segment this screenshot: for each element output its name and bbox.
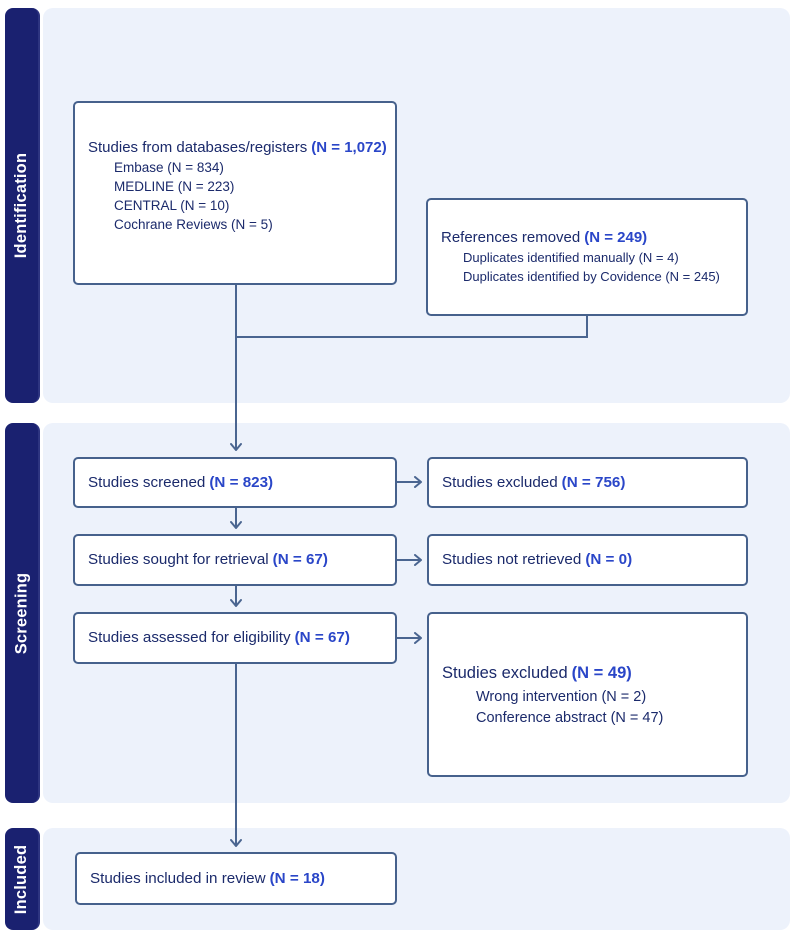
studies-included-title xyxy=(90,869,389,889)
studies-excluded-eligibility-label: Studies excluded xyxy=(442,663,568,682)
studies-from-databases-box xyxy=(73,101,397,285)
included-stage-label: Included xyxy=(12,844,30,914)
duplicates-manual-item: Duplicates identified manually (N = 4) xyxy=(463,250,679,265)
studies-assessed-label: Studies assessed for eligibility xyxy=(88,629,291,646)
studies-sought-count: (N = 67) xyxy=(272,551,328,568)
studies-included-box xyxy=(75,852,397,905)
studies-sought-box xyxy=(73,534,397,586)
studies-excluded-eligibility-box xyxy=(427,612,748,777)
database-item-medline: MEDLINE (N = 223) xyxy=(114,179,235,194)
studies-excluded-eligibility-title xyxy=(442,661,740,685)
screening-stage-label: Screening xyxy=(12,572,31,654)
studies-assessed-count: (N = 67) xyxy=(294,629,350,646)
references-removed-count: (N = 249) xyxy=(584,229,648,246)
studies-sought-title xyxy=(88,550,389,570)
studies-screened-label: Studies screened xyxy=(88,473,206,491)
studies-sought-label: Studies sought for retrieval xyxy=(88,551,269,568)
studies-excluded-screening-count: (N = 756) xyxy=(561,473,626,491)
studies-included-label: Studies included in review xyxy=(90,869,266,887)
studies-from-databases-label: Studies from databases/registers xyxy=(88,139,308,156)
conference-abstract-item: Conference abstract (N = 47) xyxy=(476,709,664,726)
identification-stage-label: Identification xyxy=(12,152,30,259)
identification-stage-bar xyxy=(5,8,40,403)
studies-not-retrieved-count: (N = 0) xyxy=(585,551,633,568)
studies-included-count: (N = 18) xyxy=(269,869,325,887)
studies-from-databases-title xyxy=(88,138,389,158)
studies-not-retrieved-box xyxy=(427,534,748,586)
studies-screened-title xyxy=(88,473,389,493)
screening-stage-bar xyxy=(5,423,40,803)
wrong-intervention-item: Wrong intervention (N = 2) xyxy=(476,688,647,705)
studies-not-retrieved-title xyxy=(442,550,740,570)
studies-screened-count: (N = 823) xyxy=(209,473,274,491)
references-removed-label: References removed xyxy=(441,229,581,246)
references-removed-box xyxy=(426,198,748,316)
studies-excluded-eligibility-count: (N = 49) xyxy=(571,663,632,682)
references-removed-title xyxy=(441,228,740,248)
studies-excluded-screening-title xyxy=(442,473,740,493)
studies-assessed-box xyxy=(73,612,397,664)
included-stage-bar xyxy=(5,828,40,930)
studies-screened-box xyxy=(73,457,397,508)
duplicates-covidence-item: Duplicates identified by Covidence (N = 245) xyxy=(463,269,720,284)
studies-excluded-screening-box xyxy=(427,457,748,508)
database-item-embase: Embase (N = 834) xyxy=(114,160,224,175)
database-item-cochrane: Cochrane Reviews (N = 5) xyxy=(114,217,273,232)
studies-assessed-title xyxy=(88,628,389,648)
studies-not-retrieved-label: Studies not retrieved xyxy=(442,551,582,568)
studies-excluded-screening-label: Studies excluded xyxy=(442,473,558,491)
database-item-central: CENTRAL (N = 10) xyxy=(114,198,230,213)
studies-from-databases-count: (N = 1,072) xyxy=(311,139,387,156)
